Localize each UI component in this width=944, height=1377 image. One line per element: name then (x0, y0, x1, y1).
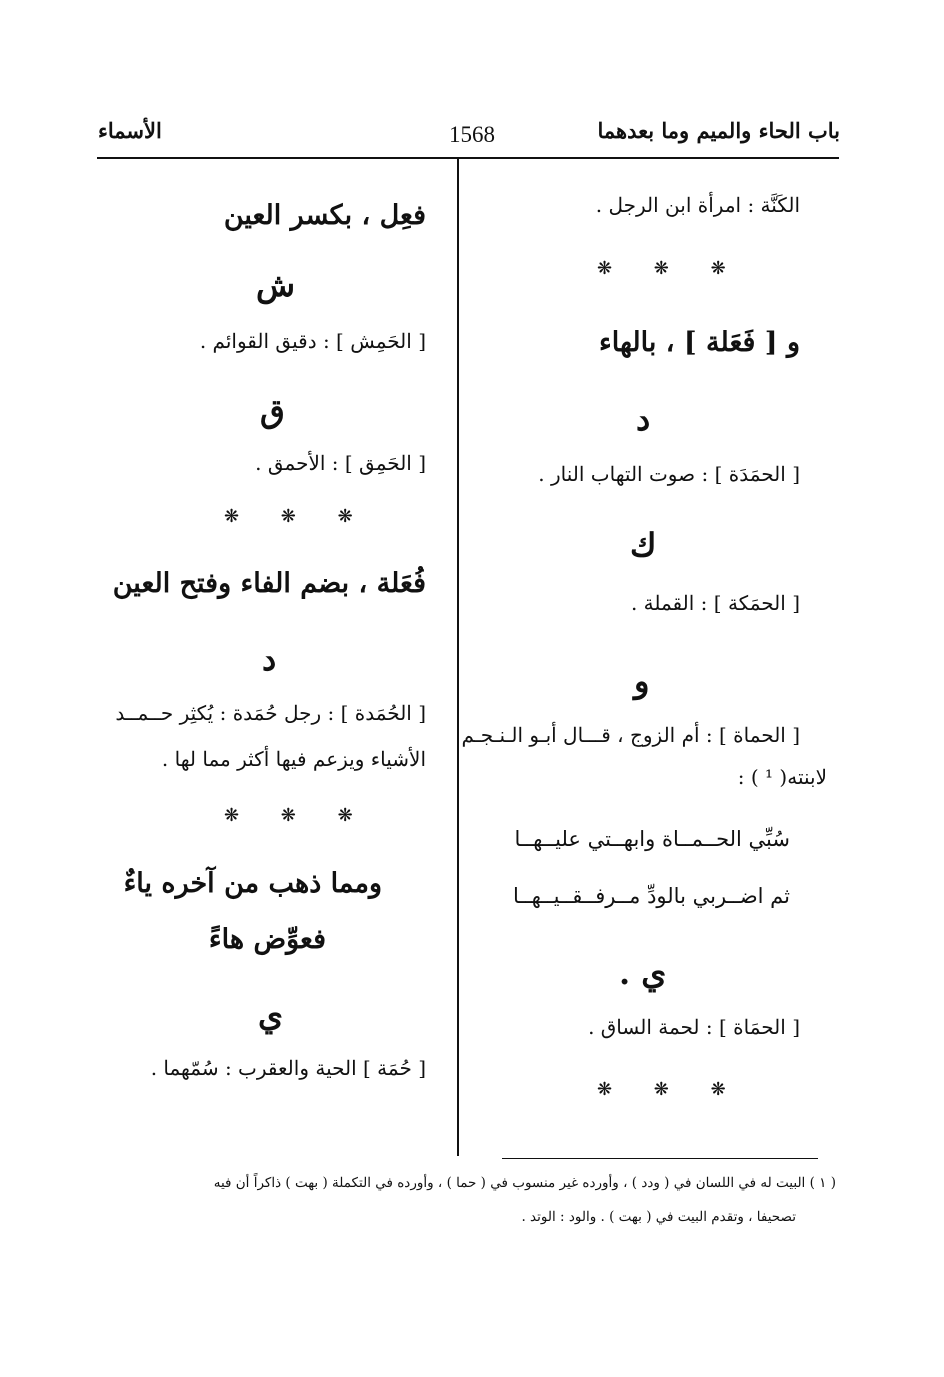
entry-humada-line2: الأشياء ويزعم فيها أكثر مما لها . (161, 747, 426, 771)
entry-kanna: الكَنَّة : امرأة ابن الرجل . (595, 193, 800, 217)
entry-hamaka: [ الحمَكة ] : القملة . (630, 591, 800, 615)
verse-line: ثم اضــربي بالودِّ مــرفــقــيــهــا (512, 884, 790, 908)
section-separator: ❋ ❋ ❋ (597, 1079, 744, 1100)
letter-heading-dal: د (262, 640, 277, 678)
entry-humada-line1: [ الحُمَدة ] : رجل حُمَدة : يُكثِر حــمــد (115, 701, 426, 725)
entry-hamat-saq: [ الحمَاة ] : لحمة الساق . (588, 1015, 800, 1039)
entry-hamat-line2: لابنته( ¹ ) : (737, 765, 827, 789)
footnote-rule (502, 1158, 818, 1159)
letter-heading-dal: د (636, 400, 651, 438)
section-separator: ❋ ❋ ❋ (224, 506, 371, 527)
footnote-line: ( ١ ) البيت له في اللسان في ( ودد ) ، وأورده غير منسوب في ( حما ) ، وأورده في التكملة ( بهت ) ذاكراً أن فيه (213, 1175, 836, 1191)
section-separator: ❋ ❋ ❋ (597, 258, 744, 279)
letter-heading-ya: ي (258, 996, 284, 1034)
entry-hamada: [ الحمَدَة ] : صوت التهاب النار . (538, 462, 800, 486)
section-heading-fail: فعِل ، بكسر العين (223, 200, 426, 231)
running-header-right: باب الحاء والميم وما بعدهما (597, 118, 840, 143)
letter-heading-shin: ش (256, 266, 296, 304)
letter-heading-waw: و (634, 662, 650, 700)
entry-hamash: [ الحَمِش ] : دقيق القوائم . (199, 329, 426, 353)
section-heading-fuala: فُعَلة ، بضم الفاء وفتح العين (112, 568, 426, 599)
entry-hamaq: [ الحَمِق ] : الأحمق . (255, 451, 426, 475)
column-divider (457, 159, 459, 1156)
entry-hamat-line1: [ الحماة ] : أم الزوج ، قـــال أبـو الـنـجـم (461, 723, 800, 747)
footnote-line: تصحيفا ، وتقدم البيت في ( بهت ) . والود : الوتد . (521, 1209, 796, 1225)
running-header-left: الأسماء (98, 118, 162, 143)
section-heading-dropped-ya: ومما ذهب من آخره ياءٌ (123, 868, 382, 899)
letter-heading-kaf: ك (630, 526, 657, 564)
letter-heading-ya: ي . (619, 954, 667, 992)
page-number: 1568 (449, 122, 495, 147)
verse-line: سُبِّي الحــمــاة وابهــتي عليــهــا (514, 827, 790, 851)
letter-heading-qaf: ق (260, 392, 285, 430)
header-rule (97, 157, 839, 159)
entry-huma: [ حُمَة ] الحية والعقرب : سُمّهما . (150, 1056, 426, 1080)
section-separator: ❋ ❋ ❋ (224, 805, 371, 826)
section-heading-dropped-ya-sub: فعوِّض هاءً (208, 924, 326, 955)
section-heading-faala: و [ فَعَلة ] ، بالهاء (599, 327, 800, 358)
